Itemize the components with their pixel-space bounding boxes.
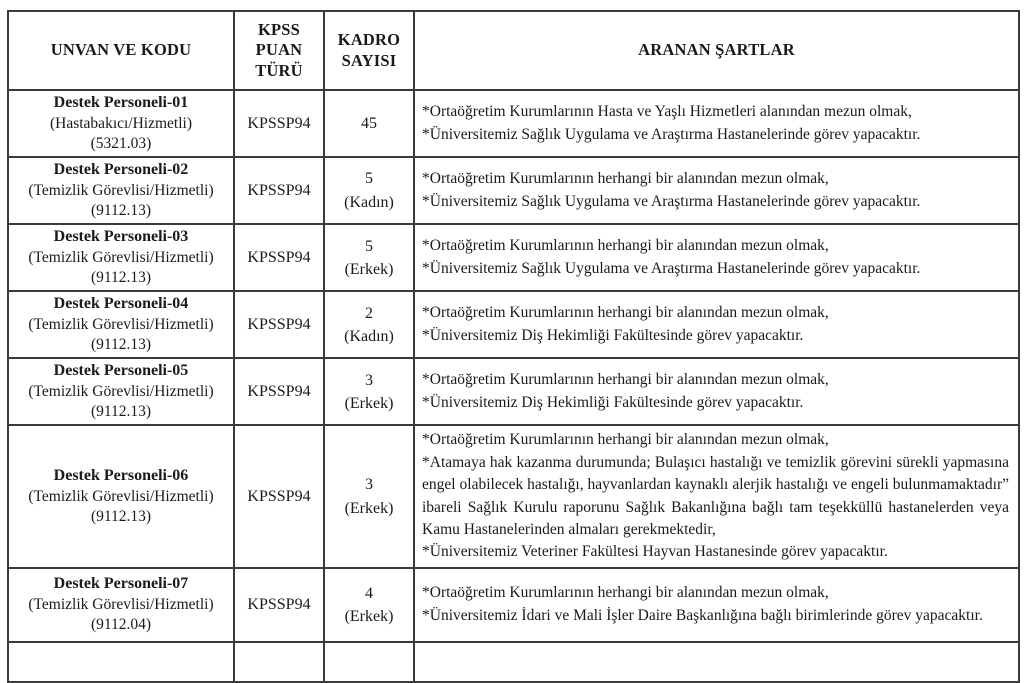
- requirement-line: *Üniversitemiz Diş Hekimliği Fakültesinde görev yapacaktır.: [422, 393, 804, 411]
- table-row: [8, 157, 1019, 224]
- table-row: [8, 568, 1019, 642]
- col-header-title-and-code: UNVAN VE KODU: [8, 11, 234, 90]
- position-subtitle: (Temizlik Görevlisi/Hizmetli): [28, 487, 214, 505]
- kpss-score-type-cell: KPSSP94: [234, 358, 324, 425]
- requirements-cell: [414, 157, 1019, 224]
- requirement-line: *Ortaöğretim Kurumlarının Hasta ve Yaşlı Hizmetleri alanından mezun olmak,: [422, 103, 912, 121]
- kpss-score-type-cell: KPSSP94: [234, 291, 324, 358]
- requirement-line: *Ortaöğretim Kurumlarının herhangi bir alanından mezun olmak,: [422, 304, 829, 322]
- quota-cell: [324, 291, 414, 358]
- requirements-cell: [414, 568, 1019, 642]
- quota-gender: (Erkek): [344, 607, 394, 625]
- position-title: Destek Personeli-01: [53, 94, 189, 111]
- requirements-cell: [414, 90, 1019, 157]
- job-postings-table: [7, 10, 1020, 683]
- col-header-kpss-score-type: KPSS PUAN TÜRÜ: [234, 11, 324, 90]
- quota-cell: [324, 425, 414, 567]
- quota-gender: (Erkek): [344, 260, 394, 278]
- position-subtitle: (Temizlik Görevlisi/Hizmetli): [28, 181, 214, 199]
- kpss-score-type-cell: KPSSP94: [234, 425, 324, 567]
- requirement-line: *Üniversitemiz Veteriner Fakültesi Hayvan Hastanesinde görev yapacaktır.: [422, 543, 888, 561]
- position-title: Destek Personeli-02: [53, 161, 189, 179]
- requirements-cell: [414, 425, 1019, 567]
- quota-number: 3: [365, 371, 373, 389]
- header-row: [8, 11, 1019, 90]
- col-header-required-conditions: ARANAN ŞARTLAR: [414, 11, 1019, 90]
- requirement-line: *Ortaöğretim Kurumlarının herhangi bir alanından mezun olmak,: [422, 237, 829, 255]
- kpss-score-type-cell: KPSSP94: [234, 90, 324, 157]
- position-cell: [8, 642, 234, 682]
- position-cell: [8, 224, 234, 291]
- requirements-cell: [414, 642, 1019, 682]
- requirement-line: *Ortaöğretim Kurumlarının herhangi bir alanından mezun olmak,: [422, 584, 829, 602]
- quota-gender: (Erkek): [344, 394, 394, 412]
- quota-gender: (Erkek): [344, 499, 394, 517]
- requirements-cell: [414, 224, 1019, 291]
- col-header-quota-count: KADRO SAYISI: [324, 11, 414, 90]
- position-title: Destek Personeli-03: [53, 228, 189, 246]
- position-subtitle: (Temizlik Görevlisi/Hizmetli): [28, 383, 214, 401]
- requirement-line: *Üniversitemiz Diş Hekimliği Fakültesinde görev yapacaktır.: [422, 326, 804, 344]
- position-subtitle: (Hastabakıcı/Hizmetli): [49, 114, 193, 132]
- kpss-score-type-cell: KPSSP94: [234, 568, 324, 642]
- quota-cell: [324, 358, 414, 425]
- quota-cell: [324, 568, 414, 642]
- position-code: (9112.13): [90, 269, 152, 287]
- kpss-score-type-cell: KPSSP94: [234, 157, 324, 224]
- position-code: (9112.13): [90, 202, 152, 220]
- position-cell: [8, 358, 234, 425]
- table-row: [8, 90, 1019, 157]
- position-title: Destek Personeli-06: [53, 467, 189, 485]
- position-code: (9112.13): [90, 336, 152, 354]
- requirement-line: *Atamaya hak kazanma durumunda; Bulaşıcı hastalığı ve temizlik görevini sürekli yapmasına engel olabilecek hastalığı, hayvanlardan kaynaklı alerjik hastalığı ve engeli bulunmamaktadır” ibareli Sağlık Kurulu raporunu Sağlık Bakanlığına bağlı tam teşekküllü hastanelerden veya Kamu Hastanelerinden almaları gerekmektedir,: [422, 453, 1009, 539]
- quota-number: 2: [365, 304, 373, 322]
- requirement-line: *Ortaöğretim Kurumlarının herhangi bir alanından mezun olmak,: [422, 431, 829, 449]
- requirement-line: *Üniversitemiz Sağlık Uygulama ve Araştırma Hastanelerinde görev yapacaktır.: [422, 192, 921, 210]
- requirements-cell: [414, 291, 1019, 358]
- position-code: (9112.04): [90, 616, 152, 634]
- position-subtitle: (Temizlik Görevlisi/Hizmetli): [28, 248, 214, 266]
- requirement-line: *Üniversitemiz İdari ve Mali İşler Daire Başkanlığına bağlı birimlerinde görev yapacaktır.: [422, 606, 983, 624]
- table-row: [8, 291, 1019, 358]
- table-row: [8, 224, 1019, 291]
- position-cell: [8, 90, 234, 157]
- quota-cell: [324, 642, 414, 682]
- position-subtitle: (Temizlik Görevlisi/Hizmetli): [28, 596, 214, 614]
- requirement-line: *Ortaöğretim Kurumlarının herhangi bir alanından mezun olmak,: [422, 170, 829, 188]
- table-row-partial: [8, 642, 1019, 682]
- kpss-score-type-cell: KPSSP94: [234, 224, 324, 291]
- position-title: Destek Personeli-07: [53, 575, 189, 593]
- position-code: (9112.13): [90, 508, 152, 525]
- quota-gender: (Kadın): [344, 193, 394, 211]
- requirement-line: *Ortaöğretim Kurumlarının herhangi bir alanından mezun olmak,: [422, 371, 829, 389]
- kpss-score-type-cell: [234, 642, 324, 682]
- quota-cell: [324, 90, 414, 157]
- position-title: Destek Personeli-04: [53, 295, 189, 313]
- quota-number: 5: [365, 170, 373, 188]
- position-cell: [8, 568, 234, 642]
- requirements-cell: [414, 358, 1019, 425]
- position-cell: [8, 157, 234, 224]
- position-subtitle: (Temizlik Görevlisi/Hizmetli): [28, 316, 214, 334]
- position-code: (5321.03): [90, 134, 152, 152]
- quota-number: 3: [365, 476, 373, 494]
- table-row: [8, 358, 1019, 425]
- requirement-line: *Üniversitemiz Sağlık Uygulama ve Araştırma Hastanelerinde görev yapacaktır.: [422, 125, 921, 143]
- quota-cell: [324, 224, 414, 291]
- position-cell: [8, 291, 234, 358]
- requirement-line: *Üniversitemiz Sağlık Uygulama ve Araştırma Hastanelerinde görev yapacaktır.: [422, 259, 921, 277]
- position-cell: [8, 425, 234, 567]
- quota-number: 4: [365, 584, 373, 602]
- position-code: (9112.13): [90, 403, 152, 421]
- position-title: Destek Personeli-05: [53, 362, 189, 380]
- table-row: [8, 425, 1019, 567]
- quota-number: 5: [365, 237, 373, 255]
- quota-number: 45: [361, 114, 377, 132]
- quota-gender: (Kadın): [344, 327, 394, 345]
- quota-cell: [324, 157, 414, 224]
